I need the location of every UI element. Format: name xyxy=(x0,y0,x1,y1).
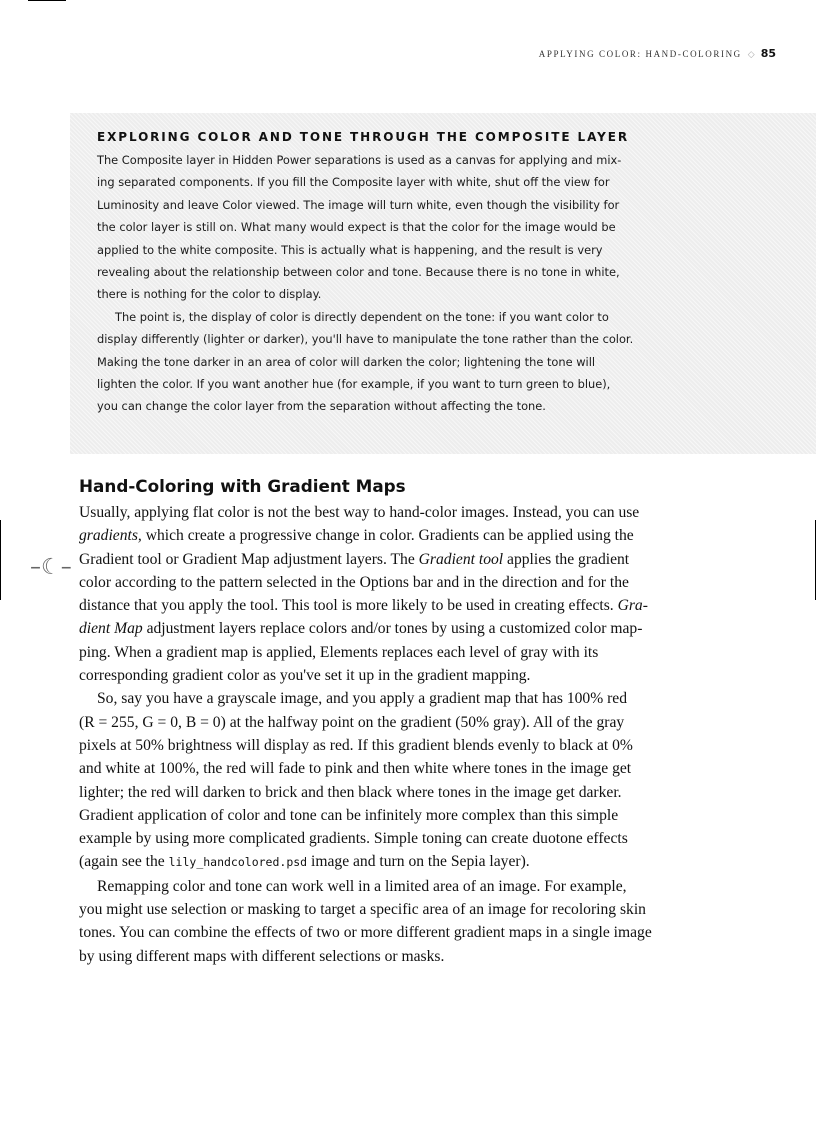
body-paragraph-2 xyxy=(79,687,639,874)
body-text: which create a progressive change in color. Gradients can be applied using the xyxy=(141,527,634,545)
body-text: Gradient tool or Gradient Map adjustment layers. The xyxy=(79,550,419,568)
crop-mark-left-vertical xyxy=(0,520,1,600)
body-line: lighter; the red will darken to brick and then black where tones in the image get darker. xyxy=(79,783,622,801)
body-line: ping. When a gradient map is applied, Elements replaces each level of gray with its xyxy=(79,643,599,661)
body-line xyxy=(79,617,643,640)
crop-mark-top-left xyxy=(28,0,66,1)
emphasis-gradient-map-cont: dient Map xyxy=(79,620,143,638)
body-text: (again see the xyxy=(79,853,169,871)
body-line: (R = 255, G = 0, B = 0) at the halfway point on the gradient (50% gray). All of the gray xyxy=(79,713,625,731)
body-text: adjustment layers replace colors and/or tones by using a customized color map- xyxy=(142,620,643,638)
sidebar-line: applied to the white composite. This is actually what is happening, and the result is very xyxy=(97,242,603,257)
body-text: applies the gradient xyxy=(503,550,630,568)
registration-mark-icon: –☾– xyxy=(30,555,72,580)
sidebar-title: EXPLORING COLOR AND TONE THROUGH THE COMPOSITE LAYER xyxy=(97,130,629,144)
body-line: So, say you have a grayscale image, and you apply a gradient map that has 100% red xyxy=(97,690,628,708)
sidebar-line: The point is, the display of color is directly dependent on the tone: if you want color to xyxy=(115,309,609,324)
body-line: Remapping color and tone can work well in a limited area of an image. For example, xyxy=(97,877,627,895)
sidebar-line: Luminosity and leave Color viewed. The image will turn white, even though the visibility for xyxy=(97,197,620,212)
body-line xyxy=(79,594,648,617)
body-line xyxy=(79,850,639,874)
running-head-separator: ◇ xyxy=(747,49,755,59)
sidebar-line: Making the tone darker in an area of color will darken the color; lightening the tone will xyxy=(97,354,596,369)
sidebar-line: you can change the color layer from the separation without affecting the tone. xyxy=(97,399,546,414)
body-line: tones. You can combine the effects of two or more different gradient maps in a single image xyxy=(79,924,652,942)
running-head-section: APPLYING COLOR: HAND-COLORING xyxy=(538,49,742,59)
body-paragraph-3 xyxy=(79,875,652,968)
body-line: corresponding gradient color as you've set it up in the gradient mapping. xyxy=(79,667,531,685)
sidebar-line: the color layer is still on. What many would expect is that the color for the image would be xyxy=(97,220,616,235)
sidebar-paragraph-1 xyxy=(97,149,806,306)
page-number: 85 xyxy=(760,47,776,60)
sidebar-line: display differently (lighter or darker), you'll have to manipulate the tone rather than the color. xyxy=(97,332,634,347)
body-line: Gradient application of color and tone can be infinitely more complex than this simple xyxy=(79,806,619,824)
body-line xyxy=(79,548,639,571)
emphasis-gradient-tool: Gradient tool xyxy=(418,550,504,568)
body-line: color according to the pattern selected in the Options bar and in the direction and for the xyxy=(79,573,629,591)
sidebar-line: ing separated components. If you fill the Composite layer with white, shut off the view for xyxy=(97,175,610,190)
sidebar-box xyxy=(70,113,816,454)
body-text: image and turn on the Sepia layer). xyxy=(307,853,530,871)
sidebar-line: there is nothing for the color to display. xyxy=(97,287,322,302)
main-content xyxy=(79,476,652,968)
body-paragraph-1 xyxy=(79,501,648,687)
body-line: you might use selection or masking to target a specific area of an image for recoloring skin xyxy=(79,901,646,919)
body-line: example by using more complicated gradients. Simple toning can create duotone effects xyxy=(79,830,628,848)
section-heading: Hand-Coloring with Gradient Maps xyxy=(79,476,406,496)
sidebar-line: revealing about the relationship between color and tone. Because there is no tone in white, xyxy=(97,265,620,280)
body-line: by using different maps with different selections or masks. xyxy=(79,947,445,965)
body-line xyxy=(79,524,639,547)
body-line: and white at 100%, the red will fade to pink and then white where tones in the image get xyxy=(79,760,632,778)
sidebar-line: The Composite layer in Hidden Power separations is used as a canvas for applying and mix- xyxy=(97,153,622,167)
body-line: Usually, applying flat color is not the best way to hand-color images. Instead, you can use xyxy=(79,504,640,521)
sidebar-paragraph-2 xyxy=(97,306,806,418)
body-line: pixels at 50% brightness will display as red. If this gradient blends evenly to black at 0% xyxy=(79,736,633,754)
running-head xyxy=(539,47,776,60)
emphasis-gradients: gradients, xyxy=(79,527,142,545)
filename-code: lily_handcolored.psd xyxy=(168,855,308,870)
body-text: distance that you apply the tool. This tool is more likely to be used in creating effects. xyxy=(79,597,618,615)
emphasis-gradient-map: Gra- xyxy=(617,597,648,615)
sidebar-line: lighten the color. If you want another hue (for example, if you want to turn green to blue), xyxy=(97,377,611,392)
